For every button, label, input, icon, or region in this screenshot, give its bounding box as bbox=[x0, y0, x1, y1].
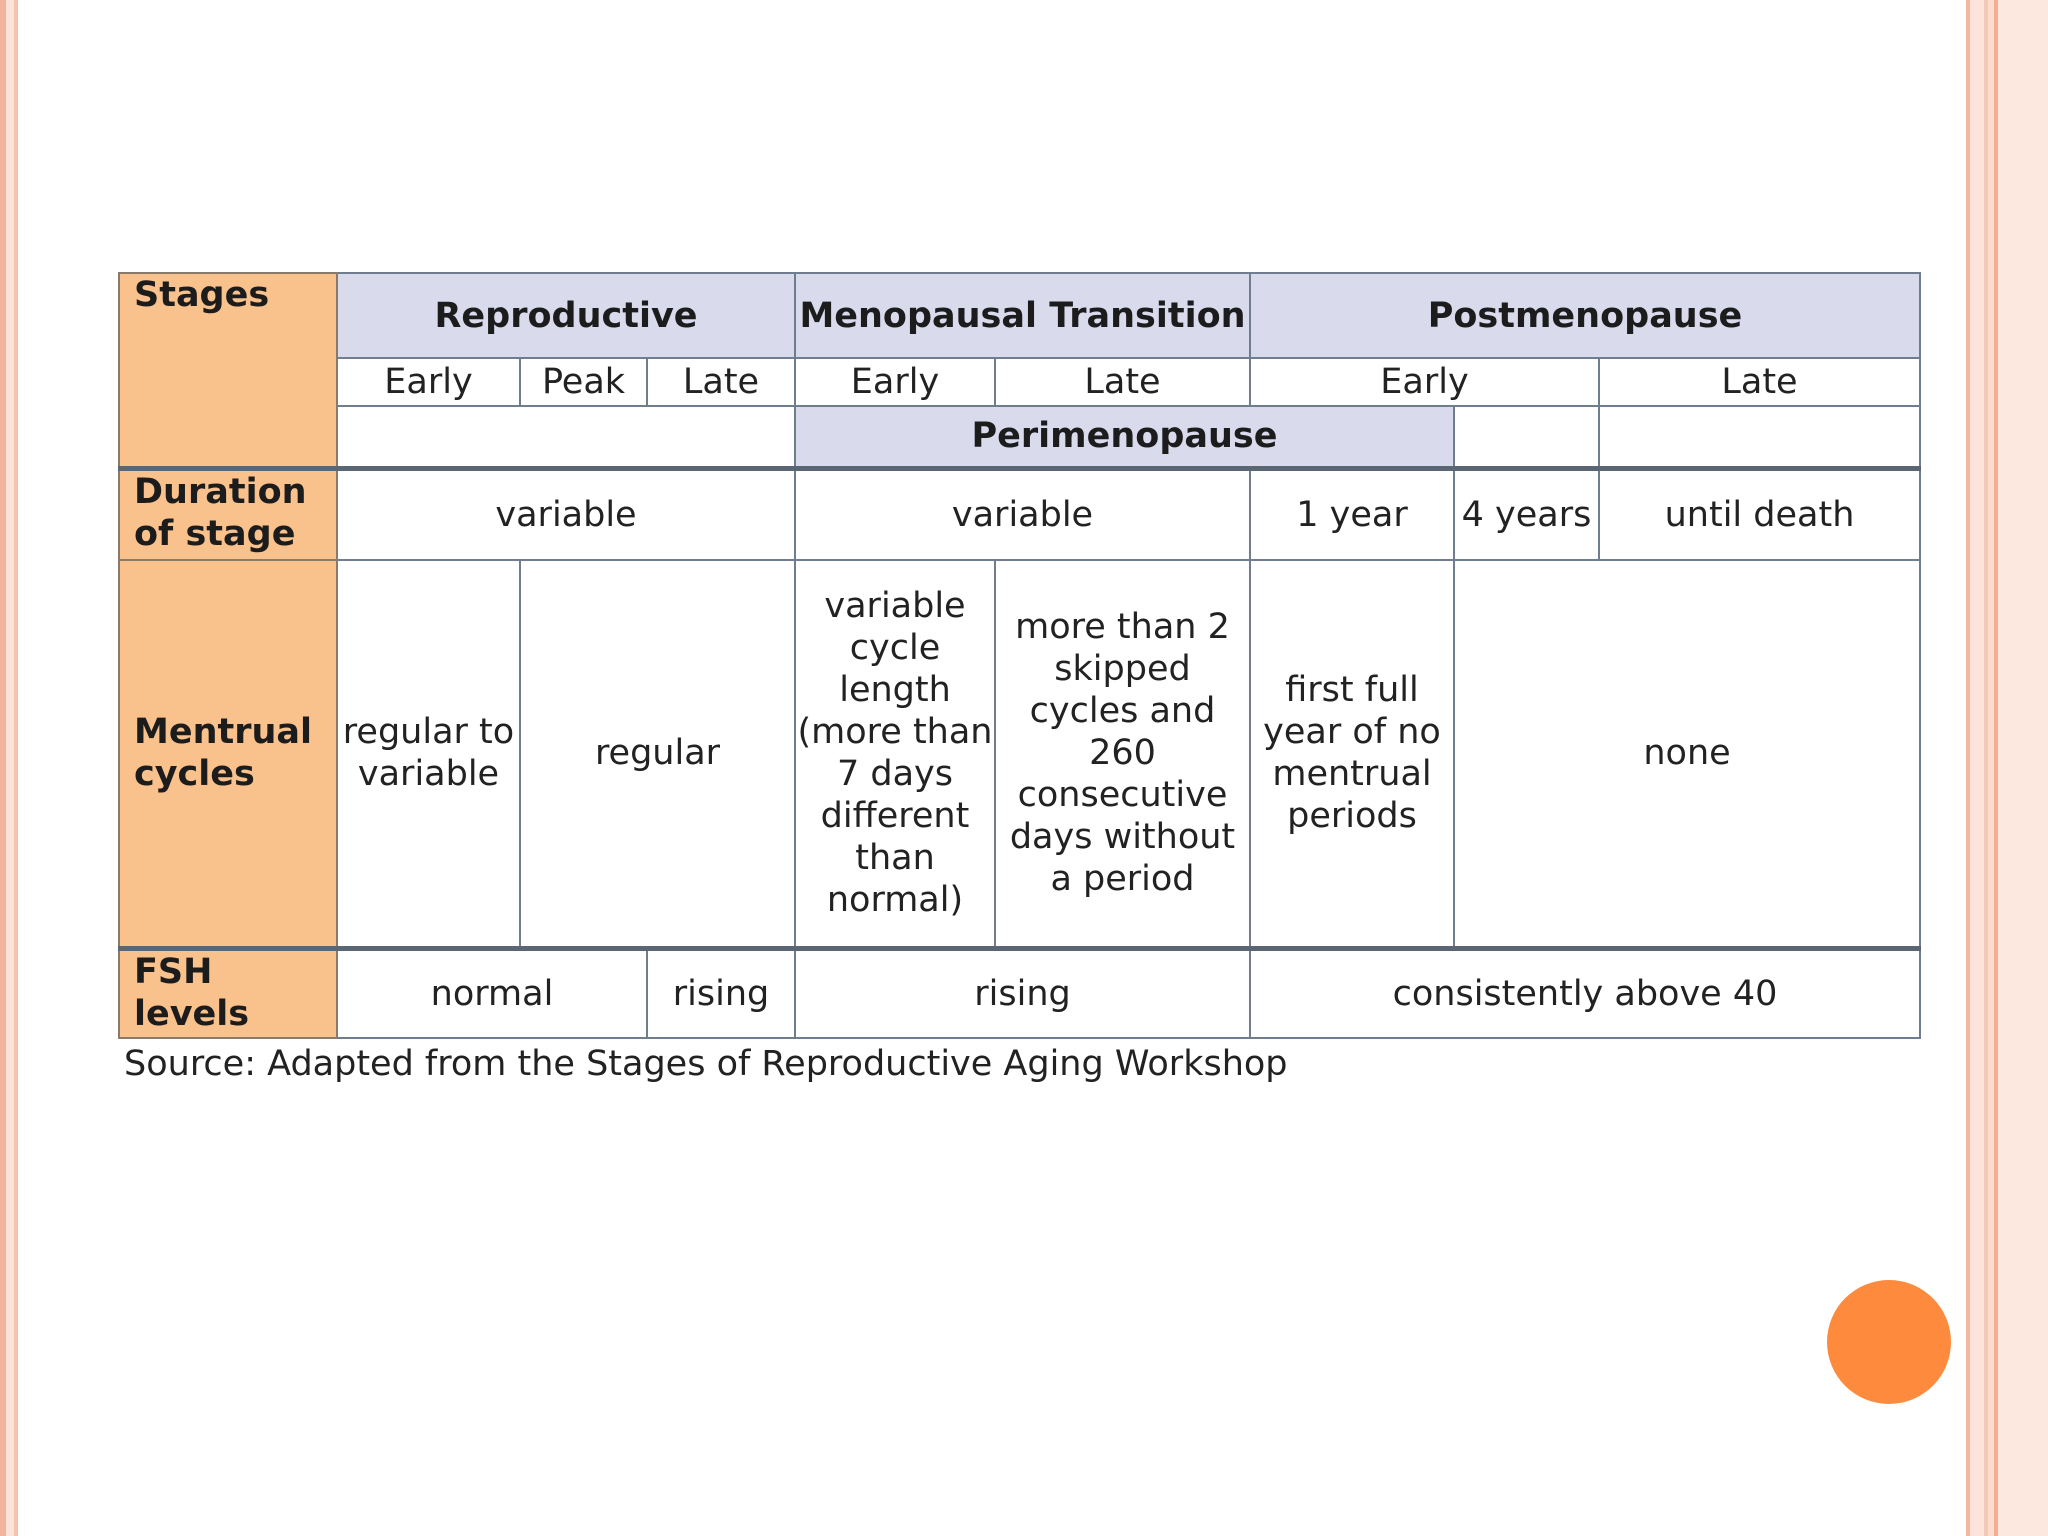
perimenopause-gap-cell bbox=[1454, 406, 1599, 468]
slide-right-border bbox=[1958, 0, 2048, 1536]
group-menopausal-transition: Menopausal Transition bbox=[795, 273, 1250, 358]
group-postmenopause: Postmenopause bbox=[1250, 273, 1920, 358]
group-perimenopause: Perimenopause bbox=[795, 406, 1454, 468]
stages-row-header: Stages bbox=[119, 273, 337, 468]
cycles-postmenopause-rest: none bbox=[1454, 560, 1920, 948]
fsh-row-header: FSH levels bbox=[119, 948, 337, 1038]
substage-reproductive-early: Early bbox=[337, 358, 520, 406]
cycles-reproductive-early: regular to variable bbox=[337, 560, 520, 948]
slide-left-border bbox=[0, 0, 22, 1536]
duration-transition: variable bbox=[795, 468, 1250, 560]
source-note: Source: Adapted from the Stages of Reproductive Aging Workshop bbox=[124, 1044, 1288, 1084]
substage-postmenopause-late: Late bbox=[1599, 358, 1920, 406]
cycles-transition-early: variable cycle length (more than 7 days different than normal) bbox=[795, 560, 995, 948]
substage-postmenopause-early: Early bbox=[1250, 358, 1599, 406]
fsh-transition: rising bbox=[795, 948, 1250, 1038]
duration-postmenopause-late: until death bbox=[1599, 468, 1920, 560]
group-reproductive: Reproductive bbox=[337, 273, 795, 358]
duration-row-header: Duration of stage bbox=[119, 468, 337, 560]
substage-reproductive-late: Late bbox=[647, 358, 795, 406]
substage-reproductive-peak: Peak bbox=[520, 358, 647, 406]
duration-postmenopause-early-a: 1 year bbox=[1250, 468, 1454, 560]
stages-of-reproductive-aging-table bbox=[118, 272, 1921, 1039]
stages-table-container bbox=[118, 272, 1921, 1039]
perimenopause-blank-cell bbox=[337, 406, 795, 468]
substage-transition-early: Early bbox=[795, 358, 995, 406]
fsh-reproductive-normal: normal bbox=[337, 948, 647, 1038]
cycles-transition-late: more than 2 skipped cycles and 260 consecutive days without a period bbox=[995, 560, 1250, 948]
fsh-reproductive-rising: rising bbox=[647, 948, 795, 1038]
substage-transition-late: Late bbox=[995, 358, 1250, 406]
duration-postmenopause-early-b: 4 years bbox=[1454, 468, 1599, 560]
cycles-postmenopause-early: first full year of no mentrual periods bbox=[1250, 560, 1454, 948]
cycles-row-header: Mentrual cycles bbox=[119, 560, 337, 948]
cycles-reproductive-peak-late: regular bbox=[520, 560, 795, 948]
perimenopause-late-blank-cell bbox=[1599, 406, 1920, 468]
fsh-postmenopause: consistently above 40 bbox=[1250, 948, 1920, 1038]
duration-reproductive: variable bbox=[337, 468, 795, 560]
accent-circle bbox=[1827, 1280, 1951, 1404]
